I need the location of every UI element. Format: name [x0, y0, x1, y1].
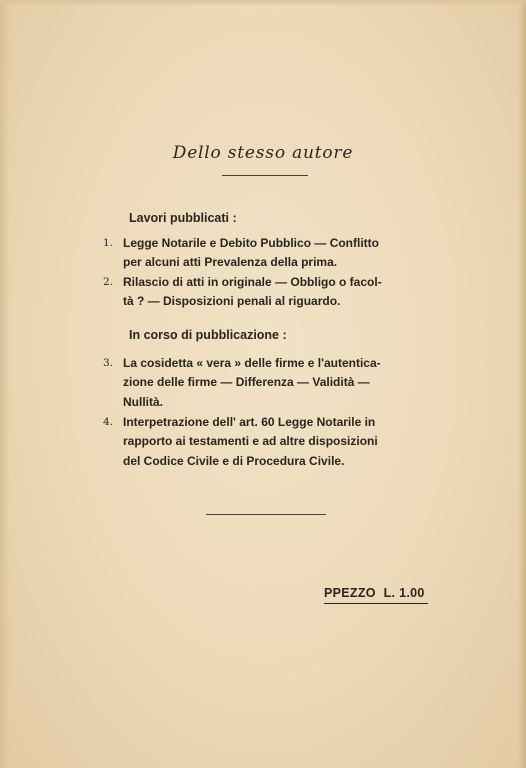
- paper-edge-top: [0, 0, 526, 6]
- price-underline: [324, 603, 428, 604]
- item-line: per alcuni atti Prevalenza della prima.: [123, 255, 338, 270]
- item-text: [123, 273, 433, 312]
- item-text: [123, 354, 433, 412]
- section-divider: [206, 514, 326, 515]
- item-number: 2.: [103, 276, 114, 288]
- item-line: La cosidetta « vera » delle firme e l'autentica-: [123, 356, 381, 370]
- price-word: PPEZZO: [324, 586, 376, 600]
- item-text: [123, 234, 433, 273]
- item-text: [123, 413, 433, 471]
- price-amount: L. 1.00: [383, 586, 425, 600]
- page-title: Dello stesso autore: [172, 143, 354, 163]
- paper-edge-left: [0, 0, 10, 768]
- item-line: del Codice Civile e di Procedura Civile.: [123, 453, 345, 468]
- item-number: 3.: [103, 357, 114, 369]
- item-line: Nullità.: [123, 394, 164, 409]
- published-heading: Lavori pubblicati :: [129, 211, 237, 225]
- price-label: [324, 586, 425, 600]
- item-line: Legge Notarile e Debito Pubblico — Conflitto: [123, 236, 380, 250]
- item-number: 4.: [103, 416, 114, 428]
- title-divider: [222, 175, 308, 176]
- item-line: zione delle firme — Differenza — Validità —: [123, 375, 370, 390]
- item-line: tà ? — Disposizioni penali al riguardo.: [123, 294, 341, 309]
- item-line: Rilascio di atti in originale — Obbligo o facol-: [123, 275, 382, 289]
- in-progress-heading: In corso di pubblicazione :: [129, 328, 287, 342]
- item-line: rapporto ai testamenti e ad altre disposizioni: [123, 434, 378, 449]
- paper-edge-right: [518, 0, 526, 768]
- item-line: Interpetrazione dell' art. 60 Legge Notarile in: [123, 415, 376, 429]
- item-number: 1.: [103, 237, 114, 249]
